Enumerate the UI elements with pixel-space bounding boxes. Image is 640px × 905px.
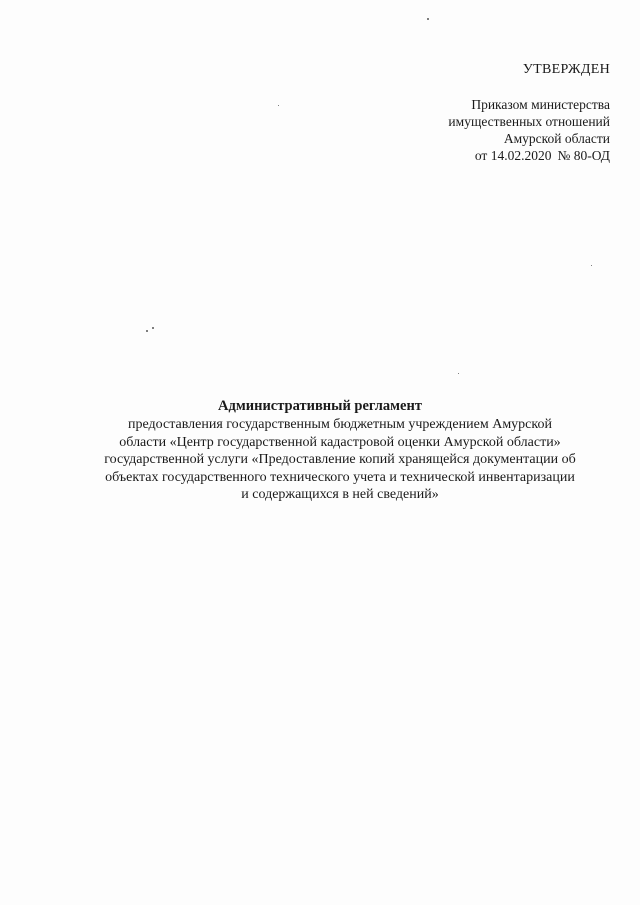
subtitle-line: предоставления государственным бюджетным учреждением Амурской: [128, 417, 552, 432]
subtitle-line: государственной услуги «Предоставление копий хранящейся документации об: [104, 452, 576, 467]
order-date: от 14.02.2020: [474, 148, 552, 163]
approval-line: Амурской области: [503, 131, 610, 146]
scan-speck: [458, 373, 459, 374]
approval-line: имущественных отношений: [448, 114, 610, 129]
approval-line: Приказом министерства: [471, 97, 610, 112]
document-subtitle: [80, 416, 600, 504]
scan-speck: [427, 18, 429, 20]
order-line: [350, 147, 610, 164]
subtitle-line: и содержащихся в ней сведений»: [241, 487, 439, 502]
subtitle-line: объектах государственного технического учета и технической инвентаризации: [105, 469, 575, 485]
scan-speck: [152, 327, 154, 329]
approved-heading: УТВЕРЖДЕН: [522, 62, 610, 77]
scan-speck: [278, 105, 279, 106]
scan-speck: [591, 265, 592, 266]
scan-speck: [146, 330, 148, 332]
document-title: Административный регламент: [218, 398, 422, 414]
order-number: № 80-ОД: [557, 148, 610, 163]
approval-block: [350, 96, 610, 164]
subtitle-line: области «Центр государственной кадастровой оценки Амурской области»: [119, 434, 561, 450]
